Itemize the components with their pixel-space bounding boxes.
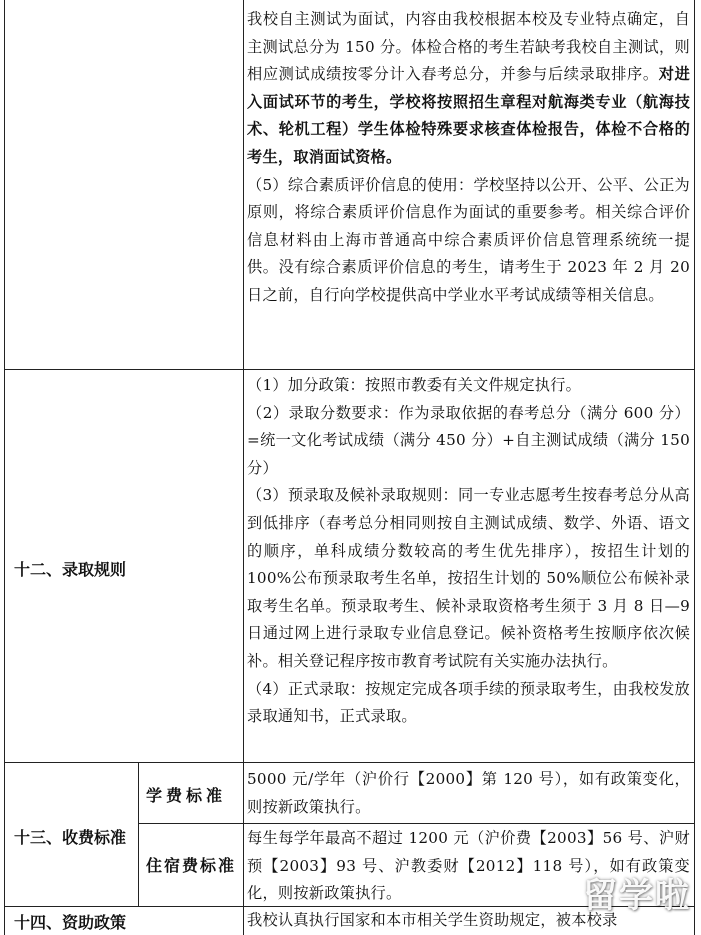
tuition-text: 5000 元/学年（沪价行【2000】第 120 号），如有政策变化，则按新政策执行。 bbox=[247, 770, 690, 816]
rule-item: （2）录取分数要求：作为录取依据的春考总分（满分 600 分）=统一文化考试成绩（满分 450 分）+自主测试成绩（满分 150 分） bbox=[247, 403, 690, 477]
column-divider bbox=[243, 0, 244, 935]
lodging-label: 住宿费标准 bbox=[146, 856, 237, 875]
rule-item: （1）加分政策：按照市教委有关文件规定执行。 bbox=[247, 376, 582, 394]
sub-column-divider bbox=[138, 762, 139, 906]
section13-label: 十三、收费标准 bbox=[14, 828, 127, 847]
admission-rules-cell bbox=[247, 372, 690, 731]
table-border-right bbox=[694, 0, 695, 935]
section12-label: 十二、录取规则 bbox=[14, 560, 127, 579]
admission-exam-cell bbox=[247, 6, 690, 310]
lodging-text: 每生每学年最高不超过 1200 元（沪价费【2003】56 号、沪财预【2003】93 号、沪教委财【2012】118 号），如有政策变化，则按新政策执行。 bbox=[247, 829, 690, 903]
watermark-logo: 留学啦 bbox=[583, 876, 691, 916]
rule-item: （3）预录取及候补录取规则：同一专业志愿考生按春考总分从高到低排序（春考总分相同则按自主测试成绩、数学、外语、语文的顺序，单科成绩分数较高的考生优先排序），按招生计划的 100%公布预录取考生名单，按招生计划的 50%顺位公布候补录取考生名单。预录取考生、候补录取资格考生须于 3 月 8 日—9 日通过网上进行录取专业信息登记。候补资格考生按顺序依次候补。相关登记程序按市教育考试院有关实施办法执行。 bbox=[247, 486, 690, 670]
tuition-label: 学费标准 bbox=[146, 786, 227, 805]
exam-text: 我校自主测试为面试，内容由我校根据本校及专业特点确定，自主测试总分为 150 分。体检合格的考生若缺考我校自主测试，则相应测试成绩按零分计入春考总分，并参与后续录取排序。 bbox=[247, 10, 690, 84]
quality-evaluation-paragraph: （5）综合素质评价信息的使用：学校坚持以公开、公平、公正为原则，将综合素质评价信息作为面试的重要参考。相关综合评价信息材料由上海市普通高中综合素质评价信息管理系统统一提供。没有综合素质评价信息的考生，请考生于 2023 年 2 月 20 日之前，自行向学校提供高中学业水平考试成绩等相关信息。 bbox=[247, 175, 690, 304]
section14-label: 十四、资助政策 bbox=[14, 913, 127, 932]
aid-policy-text: 我校认真执行国家和本市相关学生资助规定，被本校录 bbox=[247, 911, 618, 929]
row-divider bbox=[4, 369, 695, 370]
exam-text-bold: 对进入面试环节的考生，学校将按照招生章程对航海类专业（航海技术、轮机工程）学生体检特殊要求核查体检报告，体检不合格的考生，取消面试资格。 bbox=[247, 65, 691, 166]
row-divider bbox=[4, 762, 695, 763]
exam-paragraph bbox=[247, 6, 690, 172]
row-divider bbox=[138, 823, 695, 824]
rule-item: （4）正式录取：按规定完成各项手续的预录取考生，由我校发放录取通知书，正式录取。 bbox=[247, 679, 690, 726]
table-border-left bbox=[4, 0, 5, 935]
